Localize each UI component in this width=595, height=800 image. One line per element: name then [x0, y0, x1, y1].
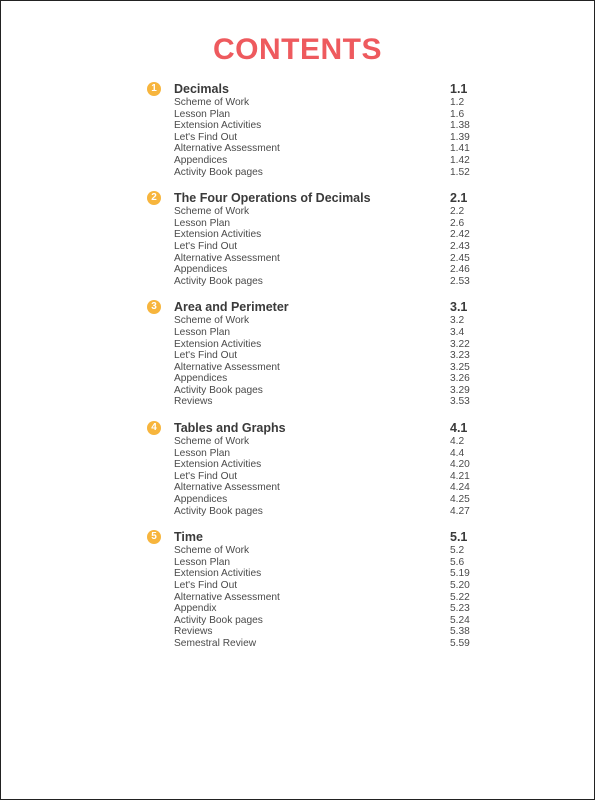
toc-entry[interactable] — [147, 482, 477, 494]
chapter-title: Decimals — [174, 82, 229, 96]
entry-label: Reviews — [174, 626, 213, 638]
entry-label: Reviews — [174, 396, 213, 408]
chapter-entries — [147, 97, 477, 178]
entry-page: 4.27 — [450, 505, 470, 517]
toc-entry[interactable] — [147, 241, 477, 253]
toc-entry[interactable] — [147, 327, 477, 339]
entry-page: 5.24 — [450, 614, 470, 626]
toc-entry[interactable] — [147, 132, 477, 144]
toc-entry[interactable] — [147, 350, 477, 362]
entry-page: 2.42 — [450, 229, 470, 241]
entry-page: 5.22 — [450, 591, 470, 603]
entry-page: 3.25 — [450, 361, 470, 373]
entry-page: 3.4 — [450, 326, 465, 338]
page-title: CONTENTS — [213, 33, 382, 66]
entry-label: Lesson Plan — [174, 108, 231, 120]
entry-label: Scheme of Work — [174, 545, 250, 557]
entry-page: 4.24 — [450, 482, 470, 494]
entry-label: Let's Find Out — [174, 131, 238, 143]
chapter-entries — [147, 315, 477, 408]
chapter-number-badge: 1 — [147, 82, 161, 96]
entry-page: 1.2 — [450, 97, 465, 108]
entry-page: 1.41 — [450, 143, 470, 155]
entry-label: Scheme of Work — [174, 206, 250, 218]
toc-entry[interactable] — [147, 638, 477, 650]
entry-page: 5.19 — [450, 568, 470, 580]
chapter-page-number: 4.1 — [450, 421, 468, 436]
entry-label: Lesson Plan — [174, 326, 231, 338]
chapter-heading[interactable] — [147, 190, 477, 206]
chapter-page-number: 3.1 — [450, 300, 468, 315]
toc-entry[interactable] — [147, 264, 477, 276]
entry-page: 4.2 — [450, 436, 465, 448]
toc-entry[interactable] — [147, 603, 477, 615]
chapter-heading[interactable] — [147, 81, 477, 97]
toc-entry[interactable] — [147, 362, 477, 374]
entry-label: Scheme of Work — [174, 315, 250, 327]
chapter-5 — [147, 529, 477, 649]
chapter-title: The Four Operations of Decimals — [174, 191, 371, 206]
chapter-4 — [147, 420, 477, 517]
entry-page: 2.43 — [450, 240, 470, 252]
toc-entry[interactable] — [147, 494, 477, 506]
entry-label: Scheme of Work — [174, 436, 250, 448]
entry-label: Alternative Assessment — [174, 482, 280, 494]
toc-entry[interactable] — [147, 143, 477, 155]
entry-label: Extension Activities — [174, 338, 262, 350]
entry-label: Lesson Plan — [174, 447, 231, 459]
entry-page: 1.39 — [450, 131, 470, 143]
entry-page: 4.21 — [450, 470, 470, 482]
toc-entry[interactable] — [147, 615, 477, 627]
toc-entry[interactable] — [147, 436, 477, 448]
chapter-entries — [147, 436, 477, 517]
entry-page: 4.25 — [450, 494, 470, 506]
chapter-heading[interactable] — [147, 529, 477, 545]
toc-entry[interactable] — [147, 471, 477, 483]
toc-entry[interactable] — [147, 448, 477, 460]
chapter-2 — [147, 190, 477, 287]
toc-entry[interactable] — [147, 276, 477, 288]
entry-page: 1.6 — [450, 108, 465, 120]
entry-label: Alternative Assessment — [174, 361, 280, 373]
toc-entry[interactable] — [147, 373, 477, 385]
toc-entry[interactable] — [147, 253, 477, 265]
entry-page: 4.4 — [450, 447, 465, 459]
entry-label: Let's Find Out — [174, 470, 238, 482]
entry-page: 2.46 — [450, 264, 470, 276]
entry-label: Semestral Review — [174, 637, 257, 649]
entry-label: Appendices — [174, 154, 228, 166]
entry-label: Alternative Assessment — [174, 252, 280, 264]
entry-page: 2.2 — [450, 206, 465, 218]
toc-entry[interactable] — [147, 315, 477, 327]
entry-page: 5.2 — [450, 545, 465, 557]
toc-entry[interactable] — [147, 592, 477, 604]
entry-page: 1.52 — [450, 166, 470, 178]
entry-label: Extension Activities — [174, 459, 262, 471]
entry-page: 5.59 — [450, 637, 470, 649]
toc-entry[interactable] — [147, 229, 477, 241]
entry-label: Lesson Plan — [174, 217, 231, 229]
entry-label: Appendices — [174, 373, 228, 385]
toc-entry[interactable] — [147, 97, 477, 109]
entry-label: Appendices — [174, 494, 228, 506]
table-of-contents — [147, 81, 477, 662]
chapter-number-badge: 2 — [147, 191, 161, 205]
toc-entry[interactable] — [147, 396, 477, 408]
chapter-title: Tables and Graphs — [174, 421, 286, 436]
entry-label: Activity Book pages — [174, 384, 263, 396]
toc-entry[interactable] — [147, 506, 477, 518]
entry-page: 5.38 — [450, 626, 470, 638]
entry-page: 5.20 — [450, 580, 470, 591]
entry-page: 3.2 — [450, 315, 465, 327]
entry-label: Scheme of Work — [174, 97, 250, 108]
chapter-title: Area and Perimeter — [174, 300, 289, 315]
toc-entry[interactable] — [147, 545, 477, 557]
entry-label: Extension Activities — [174, 568, 262, 580]
entry-label: Lesson Plan — [174, 556, 231, 568]
chapter-entries — [147, 206, 477, 287]
entry-page: 4.20 — [450, 459, 470, 471]
entry-page: 1.42 — [450, 154, 470, 166]
entry-label: Alternative Assessment — [174, 143, 280, 155]
toc-entry[interactable] — [147, 580, 477, 592]
entry-label: Appendices — [174, 264, 228, 276]
toc-entry[interactable] — [147, 626, 477, 638]
toc-entry[interactable] — [147, 557, 477, 569]
toc-entry[interactable] — [147, 155, 477, 167]
chapter-3 — [147, 299, 477, 408]
chapter-number-badge: 4 — [147, 421, 161, 435]
toc-entry[interactable] — [147, 218, 477, 230]
toc-entry[interactable] — [147, 459, 477, 471]
entry-label: Appendix — [174, 603, 217, 615]
toc-entry[interactable] — [147, 568, 477, 580]
entry-label: Activity Book pages — [174, 505, 263, 517]
entry-page: 2.45 — [450, 252, 470, 264]
entry-label: Activity Book pages — [174, 275, 263, 287]
entry-label: Activity Book pages — [174, 614, 263, 626]
entry-page: 2.6 — [450, 217, 465, 229]
entry-page: 5.23 — [450, 603, 470, 615]
chapter-number-badge: 5 — [147, 530, 161, 544]
chapter-heading[interactable] — [147, 299, 477, 315]
entry-label: Alternative Assessment — [174, 591, 280, 603]
toc-entry[interactable] — [147, 109, 477, 121]
toc-entry[interactable] — [147, 385, 477, 397]
chapter-page-number: 2.1 — [450, 191, 468, 206]
entry-label: Let's Find Out — [174, 580, 238, 591]
entry-label: Extension Activities — [174, 229, 262, 241]
chapter-page-number: 1.1 — [450, 82, 468, 96]
entry-page: 1.38 — [450, 120, 470, 132]
entry-page: 2.53 — [450, 275, 470, 287]
chapter-entries — [147, 545, 477, 649]
entry-label: Let's Find Out — [174, 240, 238, 252]
toc-entry[interactable] — [147, 167, 477, 179]
entry-page: 3.22 — [450, 338, 470, 350]
toc-entry[interactable] — [147, 339, 477, 351]
chapter-1 — [147, 81, 477, 178]
chapter-number-badge: 3 — [147, 300, 161, 314]
entry-page: 3.29 — [450, 384, 470, 396]
chapter-page-number: 5.1 — [450, 530, 468, 545]
chapter-heading[interactable] — [147, 420, 477, 436]
chapter-title: Time — [174, 530, 203, 545]
toc-entry[interactable] — [147, 206, 477, 218]
entry-page: 3.26 — [450, 373, 470, 385]
entry-label: Activity Book pages — [174, 166, 263, 178]
entry-label: Extension Activities — [174, 120, 262, 132]
entry-page: 5.6 — [450, 556, 465, 568]
entry-page: 3.23 — [450, 350, 470, 362]
toc-entry[interactable] — [147, 120, 477, 132]
entry-page: 3.53 — [450, 396, 470, 408]
entry-label: Let's Find Out — [174, 350, 238, 362]
